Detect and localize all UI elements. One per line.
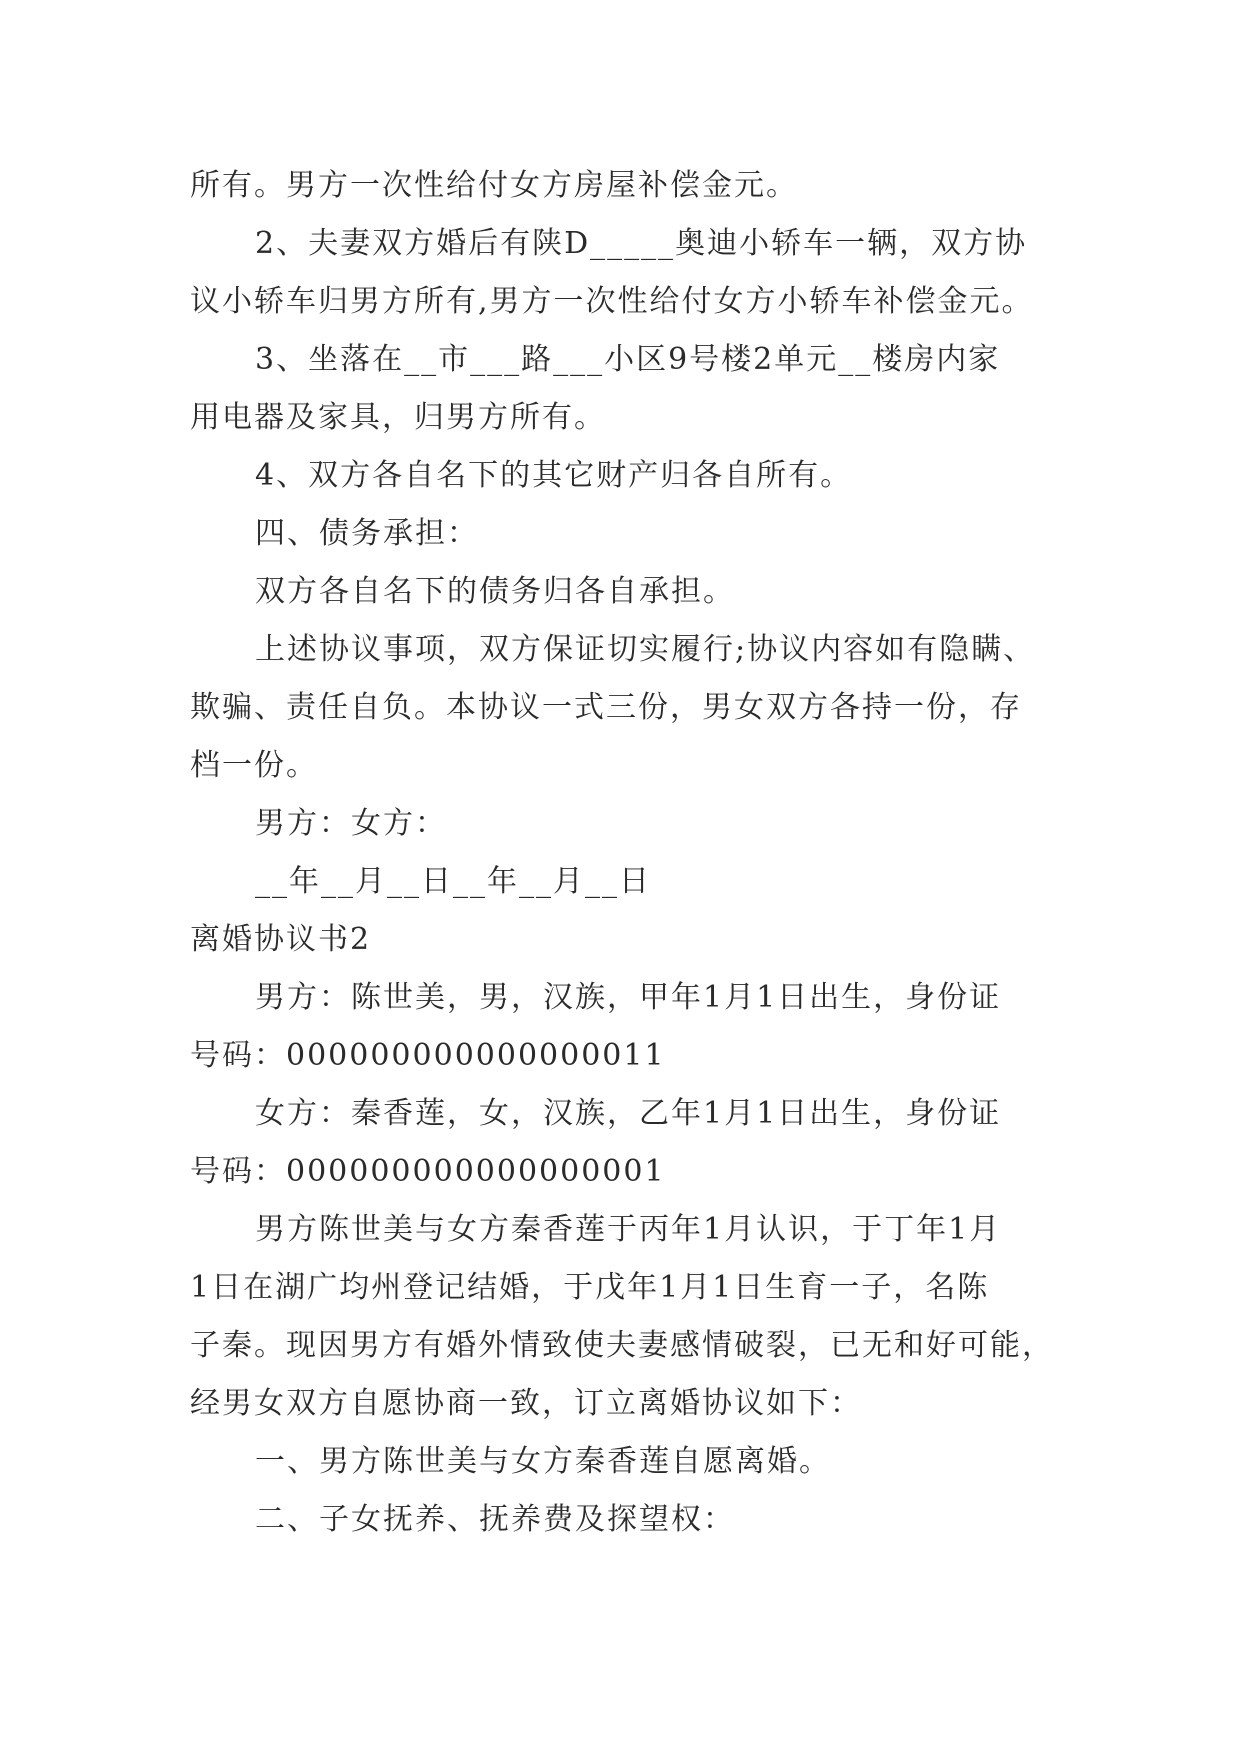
text-line: 男方：陈世美，男，汉族，甲年1月1日出生，身份证 (255, 980, 1002, 1015)
text-line: 上述协议事项，双方保证切实履行;协议内容如有隐瞒、 (255, 632, 1036, 667)
text-line: 2、夫妻双方婚后有陕D_____奥迪小轿车一辆，双方协 (255, 226, 1028, 261)
text-line: 一、男方陈世美与女方秦香莲自愿离婚。 (255, 1444, 831, 1479)
text-line: 3、坐落在__市___路___小区9号楼2单元__楼房内家 (255, 342, 1001, 377)
text-line: 号码：000000000000000011 (190, 1038, 666, 1073)
text-line: 1日在湖广均州登记结婚，于戊年1月1日生育一子，名陈 (190, 1270, 990, 1305)
document-body (190, 157, 1090, 1549)
text-line: 子秦。现因男方有婚外情致使夫妻感情破裂，已无和好可能， (190, 1328, 1054, 1363)
text-line: 档一份。 (190, 748, 318, 783)
text-line: 用电器及家具，归男方所有。 (190, 400, 606, 435)
text-line: 所有。男方一次性给付女方房屋补偿金元。 (190, 168, 798, 203)
signature-line: 男方：女方： (255, 806, 447, 841)
text-line: 男方陈世美与女方秦香莲于丙年1月认识，于丁年1月 (255, 1212, 1002, 1247)
section-heading: 四、债务承担： (255, 516, 479, 551)
text-line: 4、双方各自名下的其它财产归各自所有。 (255, 458, 853, 493)
text-line: 女方：秦香莲，女，汉族，乙年1月1日出生，身份证 (255, 1096, 1002, 1131)
section-heading: 二、子女抚养、抚养费及探望权： (255, 1502, 735, 1537)
document-title: 离婚协议书2 (190, 922, 372, 957)
text-line: 议小轿车归男方所有,男方一次性给付女方小轿车补偿金元。 (190, 284, 1034, 319)
text-line: 经男女双方自愿协商一致，订立离婚协议如下： (190, 1386, 862, 1421)
date-line: __年__月__日__年__月__日 (255, 864, 651, 899)
text-line: 欺骗、责任自负。本协议一式三份，男女双方各持一份，存 (190, 690, 1022, 725)
text-line: 号码：000000000000000001 (190, 1154, 666, 1189)
text-line: 双方各自名下的债务归各自承担。 (255, 574, 735, 609)
